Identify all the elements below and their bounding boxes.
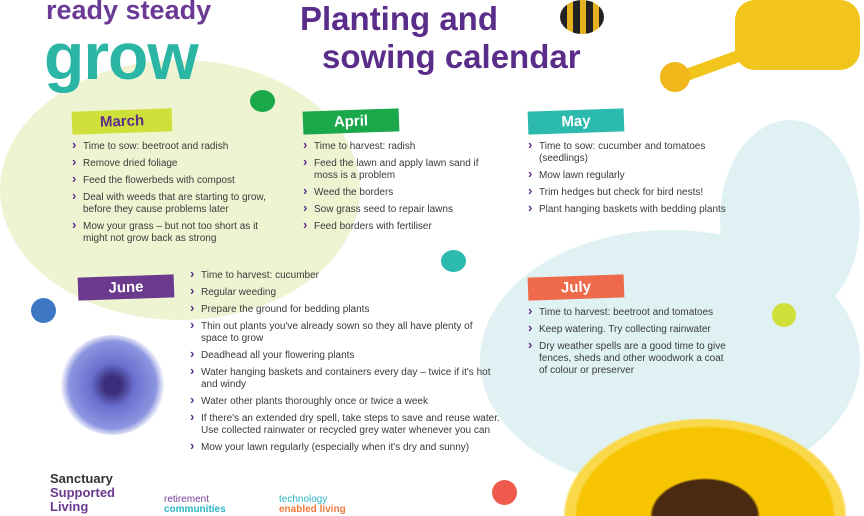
month-label: March	[72, 108, 173, 134]
list-item: › Feed the lawn and apply lawn sand if moss is a problem	[303, 158, 503, 182]
task-list	[528, 307, 733, 377]
cornflower-image	[60, 335, 165, 435]
list-item: › Trim hedges but check for bird nests!	[528, 187, 748, 199]
list-item: › Deadhead all your flowering plants	[190, 350, 500, 362]
list-item: › Feed borders with fertiliser	[303, 221, 503, 233]
list-item: › Time to sow: cucumber and tomatoes (seedlings)	[528, 141, 748, 165]
month-april	[303, 110, 503, 238]
green-dot	[250, 90, 275, 112]
list-item: › Mow your lawn regularly (especially when it's dry and sunny)	[190, 442, 500, 454]
red-dot	[492, 480, 517, 505]
lime-dot	[772, 303, 796, 327]
month-june-label-wrap	[78, 276, 174, 299]
list-item: › Mow your grass – but not too short as it might not grow back as strong	[72, 221, 282, 245]
month-label: May	[528, 108, 625, 134]
list-item: › Feed the flowerbeds with compost	[72, 175, 282, 187]
list-item: › Weed the borders	[303, 187, 503, 199]
list-item: › Plant hanging baskets with bedding plants	[528, 204, 748, 216]
month-june	[190, 262, 500, 459]
list-item: › Regular weeding	[190, 287, 500, 299]
task-list	[72, 141, 282, 245]
page-title: Planting and sowing calendar	[300, 0, 581, 75]
bee-icon	[560, 0, 604, 34]
list-item: › Deal with weeds that are starting to grow, before they cause problems later	[72, 192, 282, 216]
watering-can-icon	[660, 0, 860, 100]
month-may	[528, 110, 748, 221]
month-label: June	[78, 274, 175, 300]
brand-word: grow	[44, 19, 198, 93]
sunflower-image	[560, 395, 850, 516]
sanctuary-logo: Sanctuary Supported Living	[50, 471, 115, 514]
technology-enabled-living-logo: technology enabled living	[279, 494, 346, 515]
task-list	[303, 141, 503, 233]
list-item: › Sow grass seed to repair lawns	[303, 204, 503, 216]
month-july	[528, 276, 733, 382]
list-item: › Remove dried foliage	[72, 158, 282, 170]
month-march	[72, 110, 282, 250]
month-label: July	[528, 274, 625, 300]
list-item: › Prepare the ground for bedding plants	[190, 304, 500, 316]
list-item: › Water other plants thoroughly once or twice a week	[190, 396, 500, 408]
task-list	[190, 270, 500, 454]
list-item: › Water hanging baskets and containers every day – twice if it's hot and windy	[190, 367, 500, 391]
list-item: › Dry weather spells are a good time to give fences, sheds and other woodwork a coat of colour or preserver	[528, 341, 733, 377]
list-item: › Mow lawn regularly	[528, 170, 748, 182]
month-label: April	[303, 108, 400, 134]
list-item: › Time to harvest: radish	[303, 141, 503, 153]
list-item: › Thin out plants you've already sown so they all have plenty of space to grow	[190, 321, 500, 345]
list-item: › If there's an extended dry spell, take steps to save and reuse water. Use collected rainwater or recycled grey water whenever you can	[190, 413, 500, 437]
retirement-communities-logo: retirement communities	[164, 494, 226, 515]
list-item: › Keep watering. Try collecting rainwater	[528, 324, 733, 336]
list-item: › Time to harvest: beetroot and tomatoes	[528, 307, 733, 319]
blue-dot	[31, 298, 56, 323]
task-list	[528, 141, 748, 216]
list-item: › Time to sow: beetroot and radish	[72, 141, 282, 153]
brand-tagline: ready steady	[46, 0, 212, 25]
list-item: › Time to harvest: cucumber	[190, 270, 500, 282]
